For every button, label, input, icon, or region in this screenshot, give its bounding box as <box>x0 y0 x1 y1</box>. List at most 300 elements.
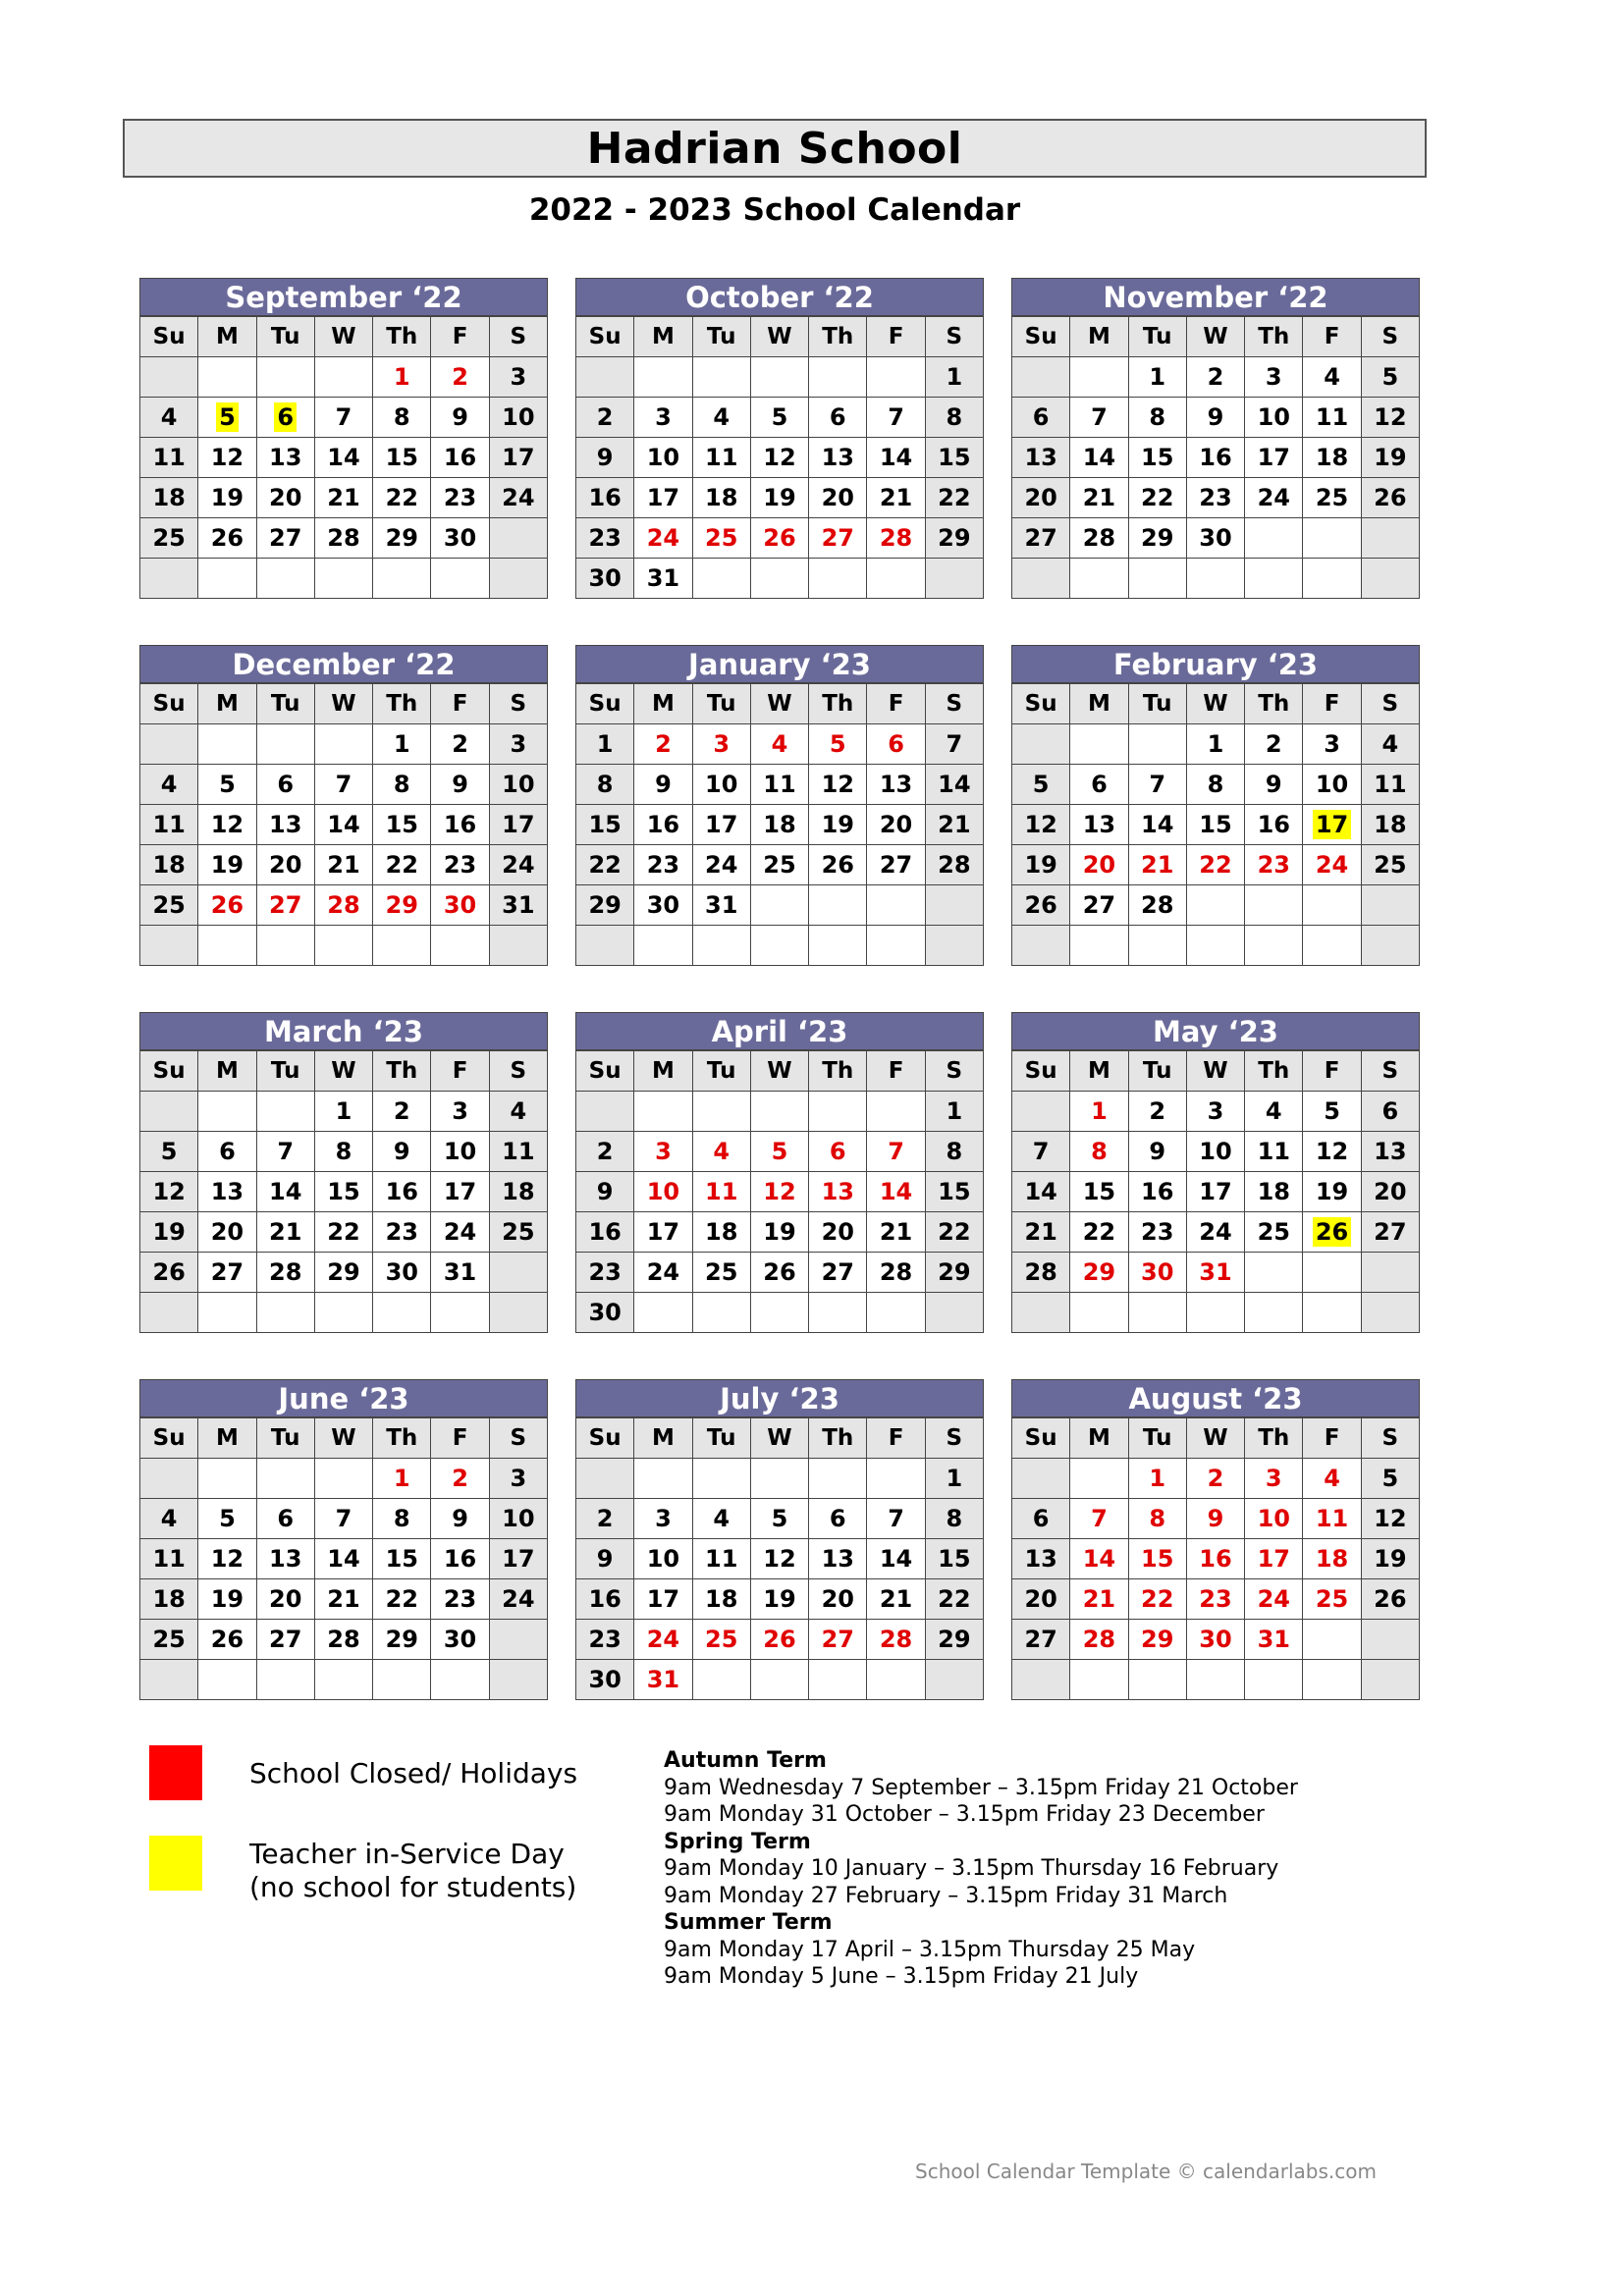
day-cell: 7 <box>867 1132 925 1172</box>
day-cell: 5 <box>1012 765 1070 805</box>
empty-cell <box>692 1293 750 1333</box>
day-cell: 13 <box>1012 438 1070 478</box>
day-cell: 21 <box>1070 478 1128 518</box>
day-cell: 30 <box>431 1620 489 1660</box>
empty-cell <box>373 926 431 966</box>
weekday-header: F <box>431 1051 489 1092</box>
month-title: April ‘23 <box>575 1012 984 1050</box>
footer-credit: School Calendar Template © calendarlabs.com <box>915 2160 1377 2183</box>
day-cell: 9 <box>431 1499 489 1539</box>
day-cell: 18 <box>1245 1172 1303 1212</box>
weekday-header: Th <box>809 317 867 357</box>
empty-cell <box>1186 926 1244 966</box>
day-cell: 10 <box>634 438 692 478</box>
day-cell: 4 <box>140 765 198 805</box>
day-cell: 1 <box>925 357 983 398</box>
weekday-header: F <box>431 684 489 724</box>
weekday-header: M <box>634 1051 692 1092</box>
day-cell: 25 <box>750 845 808 885</box>
day-cell: 20 <box>256 845 314 885</box>
day-cell: 28 <box>867 1253 925 1293</box>
day-cell: 30 <box>634 885 692 926</box>
week-row <box>140 1132 548 1172</box>
week-row <box>1012 398 1420 438</box>
weekday-header-row <box>576 1051 984 1092</box>
day-cell: 19 <box>198 478 256 518</box>
day-cell: 3 <box>1245 1459 1303 1499</box>
weekday-header: Th <box>373 684 431 724</box>
day-cell: 9 <box>576 1539 634 1579</box>
day-cell: 30 <box>373 1253 431 1293</box>
day-cell: 28 <box>314 1620 372 1660</box>
week-row <box>1012 1212 1420 1253</box>
day-cell: 9 <box>1128 1132 1186 1172</box>
day-cell: 12 <box>198 1539 256 1579</box>
weekday-header-row <box>1012 1051 1420 1092</box>
day-cell: 7 <box>1070 1499 1128 1539</box>
empty-cell <box>1070 1660 1128 1700</box>
term-autumn <box>664 1747 1410 1829</box>
term-summer <box>664 1909 1410 1991</box>
day-cell: 2 <box>431 1459 489 1499</box>
weekday-header: F <box>867 1418 925 1459</box>
week-row <box>576 805 984 845</box>
day-cell: 19 <box>198 1579 256 1620</box>
day-cell: 12 <box>1361 398 1419 438</box>
day-cell: 15 <box>373 438 431 478</box>
day-cell: 28 <box>314 885 372 926</box>
day-cell: 29 <box>1128 1620 1186 1660</box>
day-cell: 11 <box>1245 1132 1303 1172</box>
day-cell: 30 <box>431 885 489 926</box>
day-cell: 22 <box>373 1579 431 1620</box>
term-line: 9am Monday 5 June – 3.15pm Friday 21 July <box>664 1964 1139 1989</box>
day-cell: 13 <box>256 1539 314 1579</box>
weekday-header: S <box>489 1051 547 1092</box>
day-cell: 24 <box>1245 1579 1303 1620</box>
day-cell: 16 <box>1245 805 1303 845</box>
day-cell: 23 <box>431 845 489 885</box>
inset-day-highlight: 6 <box>274 402 297 432</box>
day-cell: 8 <box>1186 765 1244 805</box>
day-cell: 4 <box>692 398 750 438</box>
day-cell: 26 <box>198 885 256 926</box>
day-cell: 5 <box>1361 1459 1419 1499</box>
empty-cell <box>1245 1293 1303 1333</box>
week-row <box>1012 765 1420 805</box>
day-cell: 18 <box>692 1579 750 1620</box>
day-cell: 16 <box>1186 438 1244 478</box>
day-cell: 31 <box>431 1253 489 1293</box>
day-cell: 28 <box>1128 885 1186 926</box>
day-cell: 17 <box>634 1579 692 1620</box>
day-cell: 27 <box>809 1620 867 1660</box>
week-row <box>140 1579 548 1620</box>
weekday-header-row <box>140 684 548 724</box>
day-cell: 21 <box>925 805 983 845</box>
school-name: Hadrian School <box>586 123 963 174</box>
weekday-header: Tu <box>692 317 750 357</box>
weekday-header: Tu <box>256 317 314 357</box>
day-cell: 13 <box>809 1539 867 1579</box>
day-cell: 18 <box>140 1579 198 1620</box>
empty-cell <box>256 1660 314 1700</box>
day-cell: 12 <box>198 438 256 478</box>
day-cell: 31 <box>634 1660 692 1700</box>
month-calendar <box>575 645 984 966</box>
day-cell: 16 <box>1128 1172 1186 1212</box>
empty-cell <box>314 1293 372 1333</box>
weekday-header: M <box>634 1418 692 1459</box>
week-row <box>576 1499 984 1539</box>
week-row <box>140 805 548 845</box>
inset-swatch <box>149 1836 202 1891</box>
day-cell: 12 <box>750 1539 808 1579</box>
day-cell: 18 <box>1303 438 1361 478</box>
week-row <box>576 1620 984 1660</box>
day-cell: 26 <box>750 1253 808 1293</box>
empty-cell <box>198 1293 256 1333</box>
empty-cell <box>1245 926 1303 966</box>
day-cell: 7 <box>314 765 372 805</box>
week-row <box>140 1212 548 1253</box>
empty-cell <box>750 1293 808 1333</box>
empty-cell <box>692 1092 750 1132</box>
weekday-header-row <box>576 1418 984 1459</box>
empty-cell <box>634 1092 692 1132</box>
empty-cell <box>809 1293 867 1333</box>
day-cell: 27 <box>809 1253 867 1293</box>
empty-cell <box>809 1459 867 1499</box>
term-name: Summer Term <box>664 1910 833 1935</box>
empty-cell <box>809 885 867 926</box>
empty-cell <box>256 1459 314 1499</box>
day-cell: 6 <box>1012 1499 1070 1539</box>
day-cell: 3 <box>489 1459 547 1499</box>
empty-cell <box>1012 1459 1070 1499</box>
day-cell: 9 <box>373 1132 431 1172</box>
week-row <box>140 1539 548 1579</box>
day-cell: 6 <box>1012 398 1070 438</box>
month-calendar <box>139 278 548 599</box>
day-cell: 23 <box>373 1212 431 1253</box>
day-cell: 15 <box>373 805 431 845</box>
day-cell: 10 <box>634 1539 692 1579</box>
weekday-header-row <box>1012 684 1420 724</box>
week-row <box>140 398 548 438</box>
weekday-header: M <box>198 1051 256 1092</box>
day-cell: 11 <box>692 1539 750 1579</box>
day-cell: 25 <box>1361 845 1419 885</box>
week-row <box>1012 1620 1420 1660</box>
weekday-header: Su <box>140 684 198 724</box>
weekday-header: S <box>925 1418 983 1459</box>
week-row <box>576 1579 984 1620</box>
day-cell: 25 <box>140 885 198 926</box>
week-row <box>1012 1459 1420 1499</box>
day-cell: 24 <box>1303 845 1361 885</box>
day-cell: 22 <box>1128 478 1186 518</box>
day-cell: 19 <box>1361 438 1419 478</box>
weekday-header: Th <box>1245 684 1303 724</box>
weekday-header: W <box>750 1418 808 1459</box>
day-cell: 17 <box>692 805 750 845</box>
day-cell: 18 <box>1303 1539 1361 1579</box>
empty-cell <box>867 1459 925 1499</box>
weekday-header: S <box>1361 1418 1419 1459</box>
week-row <box>1012 438 1420 478</box>
weekday-header: M <box>634 684 692 724</box>
day-cell: 6 <box>809 1499 867 1539</box>
empty-cell <box>1303 559 1361 599</box>
day-cell: 2 <box>431 357 489 398</box>
day-cell: 7 <box>867 398 925 438</box>
week-row <box>140 559 548 599</box>
empty-cell <box>1361 559 1419 599</box>
weekday-header: S <box>489 1418 547 1459</box>
month-title: February ‘23 <box>1011 645 1420 683</box>
weekday-header-row <box>1012 317 1420 357</box>
empty-cell <box>198 357 256 398</box>
empty-cell <box>750 926 808 966</box>
empty-cell <box>1012 926 1070 966</box>
day-cell: 6 <box>867 724 925 765</box>
day-cell: 20 <box>809 1579 867 1620</box>
weekday-header: Th <box>1245 317 1303 357</box>
weekday-header-row <box>140 1418 548 1459</box>
empty-cell <box>692 559 750 599</box>
week-row <box>140 845 548 885</box>
day-cell: 26 <box>1012 885 1070 926</box>
day-cell: 2 <box>576 1499 634 1539</box>
empty-cell <box>314 1660 372 1700</box>
day-cell: 5 <box>198 1499 256 1539</box>
day-cell: 30 <box>1128 1253 1186 1293</box>
inset-day-highlight: 17 <box>1313 810 1351 839</box>
day-cell: 16 <box>431 805 489 845</box>
empty-cell <box>1070 724 1128 765</box>
month-title: December ‘22 <box>139 645 548 683</box>
week-row <box>576 357 984 398</box>
empty-cell <box>925 926 983 966</box>
day-cell: 6 <box>1361 1092 1419 1132</box>
week-row <box>576 478 984 518</box>
empty-cell <box>692 926 750 966</box>
day-cell: 12 <box>1361 1499 1419 1539</box>
weekday-header: W <box>1186 684 1244 724</box>
month-title: June ‘23 <box>139 1379 548 1417</box>
week-row <box>1012 1660 1420 1700</box>
day-cell: 31 <box>1186 1253 1244 1293</box>
empty-cell <box>1245 1660 1303 1700</box>
week-row <box>1012 805 1420 845</box>
day-cell: 21 <box>1128 845 1186 885</box>
week-row <box>1012 357 1420 398</box>
day-cell: 17 <box>634 1212 692 1253</box>
empty-cell <box>1361 1253 1419 1293</box>
month-calendar <box>139 1012 548 1333</box>
day-cell: 10 <box>489 1499 547 1539</box>
day-cell: 17 <box>431 1172 489 1212</box>
day-cell: 19 <box>140 1212 198 1253</box>
week-row <box>140 885 548 926</box>
day-cell: 21 <box>1012 1212 1070 1253</box>
day-cell: 24 <box>634 1620 692 1660</box>
empty-cell <box>925 885 983 926</box>
empty-cell <box>431 1293 489 1333</box>
holiday-legend-label: School Closed/ Holidays <box>249 1757 578 1789</box>
week-row <box>1012 478 1420 518</box>
day-cell: 24 <box>489 478 547 518</box>
weekday-header: F <box>1303 684 1361 724</box>
week-row <box>140 1459 548 1499</box>
day-cell: 10 <box>1303 765 1361 805</box>
day-cell: 7 <box>925 724 983 765</box>
day-cell: 11 <box>489 1132 547 1172</box>
week-row <box>1012 1132 1420 1172</box>
day-cell: 29 <box>925 518 983 559</box>
empty-cell <box>1361 1293 1419 1333</box>
term-line: 9am Monday 27 February – 3.15pm Friday 31 March <box>664 1883 1228 1908</box>
day-cell: 21 <box>867 478 925 518</box>
empty-cell <box>314 1459 372 1499</box>
day-cell: 26 <box>198 518 256 559</box>
week-row <box>140 926 548 966</box>
week-row <box>576 845 984 885</box>
empty-cell <box>256 559 314 599</box>
empty-cell <box>140 559 198 599</box>
weekday-header-row <box>576 684 984 724</box>
month-title: March ‘23 <box>139 1012 548 1050</box>
empty-cell <box>373 1660 431 1700</box>
empty-cell <box>1070 1459 1128 1499</box>
empty-cell <box>1128 724 1186 765</box>
day-cell: 4 <box>1303 357 1361 398</box>
day-cell: 2 <box>634 724 692 765</box>
day-cell: 13 <box>867 765 925 805</box>
empty-cell <box>692 1660 750 1700</box>
empty-cell <box>809 1660 867 1700</box>
day-cell: 30 <box>576 1293 634 1333</box>
day-cell: 8 <box>1070 1132 1128 1172</box>
empty-cell <box>431 1660 489 1700</box>
day-cell: 19 <box>750 1579 808 1620</box>
week-row <box>140 518 548 559</box>
month-title: September ‘22 <box>139 278 548 316</box>
day-cell: 28 <box>867 518 925 559</box>
weekday-header: Su <box>140 1418 198 1459</box>
week-row <box>576 398 984 438</box>
day-cell: 16 <box>431 438 489 478</box>
day-cell: 3 <box>431 1092 489 1132</box>
day-cell: 27 <box>256 885 314 926</box>
month-table <box>575 683 984 966</box>
empty-cell <box>314 724 372 765</box>
term-line: 9am Monday 17 April – 3.15pm Thursday 25 May <box>664 1937 1196 1962</box>
day-cell: 12 <box>750 438 808 478</box>
day-cell: 8 <box>925 398 983 438</box>
weekday-header: Tu <box>692 684 750 724</box>
day-cell: 15 <box>1128 438 1186 478</box>
weekday-header: F <box>1303 1418 1361 1459</box>
day-cell: 22 <box>314 1212 372 1253</box>
day-cell: 7 <box>314 398 372 438</box>
day-cell: 15 <box>1128 1539 1186 1579</box>
day-cell: 23 <box>1186 1579 1244 1620</box>
day-cell: 10 <box>489 765 547 805</box>
day-cell: 13 <box>1070 805 1128 845</box>
empty-cell <box>1245 885 1303 926</box>
day-cell: 21 <box>314 1579 372 1620</box>
term-line: 9am Wednesday 7 September – 3.15pm Friday 21 October <box>664 1775 1298 1800</box>
week-row <box>1012 926 1420 966</box>
weekday-header: F <box>867 684 925 724</box>
week-row <box>1012 1092 1420 1132</box>
empty-cell <box>867 1293 925 1333</box>
weekday-header: Tu <box>1128 1418 1186 1459</box>
day-cell: 16 <box>373 1172 431 1212</box>
day-cell: 17 <box>1245 1539 1303 1579</box>
empty-cell <box>256 1293 314 1333</box>
day-cell: 30 <box>1186 1620 1244 1660</box>
empty-cell <box>1012 1293 1070 1333</box>
weekday-header: Tu <box>256 1051 314 1092</box>
day-cell: 18 <box>140 845 198 885</box>
weekday-header: W <box>314 1051 372 1092</box>
day-cell: 11 <box>1303 1499 1361 1539</box>
weekday-header: Th <box>809 1051 867 1092</box>
day-cell: 20 <box>1361 1172 1419 1212</box>
weekday-header: W <box>750 1051 808 1092</box>
weekday-header: S <box>1361 684 1419 724</box>
empty-cell <box>925 559 983 599</box>
day-cell: 9 <box>1245 765 1303 805</box>
week-row <box>576 1212 984 1253</box>
day-cell: 16 <box>576 478 634 518</box>
week-row <box>1012 1172 1420 1212</box>
day-cell <box>1303 805 1361 845</box>
empty-cell <box>140 357 198 398</box>
day-cell: 11 <box>140 805 198 845</box>
week-row <box>1012 1539 1420 1579</box>
day-cell: 1 <box>576 724 634 765</box>
day-cell: 4 <box>140 1499 198 1539</box>
week-row <box>1012 885 1420 926</box>
day-cell: 19 <box>1012 845 1070 885</box>
day-cell: 18 <box>1361 805 1419 845</box>
day-cell: 18 <box>750 805 808 845</box>
day-cell: 4 <box>489 1092 547 1132</box>
week-row <box>1012 559 1420 599</box>
weekday-header: Tu <box>692 1051 750 1092</box>
day-cell: 2 <box>1128 1092 1186 1132</box>
empty-cell <box>576 1092 634 1132</box>
term-line: 9am Monday 31 October – 3.15pm Friday 23 December <box>664 1802 1265 1827</box>
empty-cell <box>925 1293 983 1333</box>
month-title: May ‘23 <box>1011 1012 1420 1050</box>
day-cell: 3 <box>489 357 547 398</box>
day-cell: 6 <box>198 1132 256 1172</box>
empty-cell <box>489 1620 547 1660</box>
day-cell: 6 <box>809 398 867 438</box>
day-cell: 4 <box>140 398 198 438</box>
day-cell: 9 <box>634 765 692 805</box>
empty-cell <box>1303 1660 1361 1700</box>
day-cell: 19 <box>750 478 808 518</box>
weekday-header: S <box>1361 1051 1419 1092</box>
weekday-header: S <box>925 317 983 357</box>
empty-cell <box>1186 1660 1244 1700</box>
